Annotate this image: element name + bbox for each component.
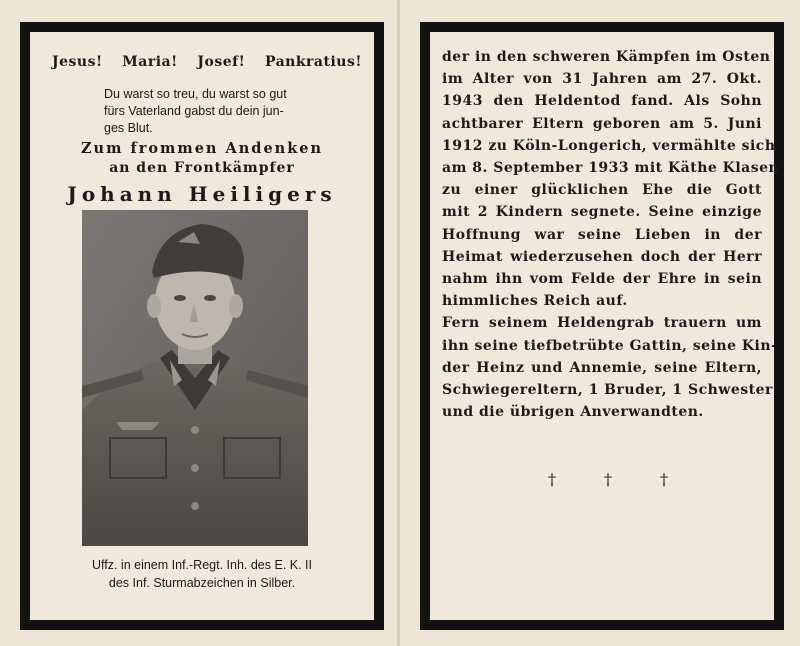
left-mourning-frame: [20, 22, 384, 630]
invocation-josef: Josef!: [197, 54, 246, 70]
obituary-text: [442, 46, 780, 423]
portrait-illustration: [82, 210, 308, 546]
obituary-line: der Heinz und Annemie, seine Eltern,: [442, 359, 762, 376]
obituary-line: achtbarer Eltern geboren am 5. Juni: [442, 115, 762, 132]
andenken-line1: Zum frommen Andenken: [80, 140, 324, 157]
obituary-line: Hoffnung war seine Lieben in der: [442, 226, 762, 243]
left-card: [0, 0, 398, 646]
obituary-line: Schwiegereltern, 1 Bruder, 1 Schwester: [442, 382, 773, 399]
obituary-line: Heimat wiederzusehen doch der Herr: [442, 248, 762, 265]
invocation-maria: Maria!: [122, 54, 178, 70]
verse-line: fürs Vaterland gabst du dein jun-: [104, 104, 284, 118]
obituary-line: und die übrigen Anverwandten.: [442, 404, 704, 421]
verse-line: ges Blut.: [104, 121, 153, 135]
cross-icon: †: [548, 470, 556, 489]
obituary-line: am 8. September 1933 mit Käthe Klasen: [442, 160, 780, 177]
memorial-verse: [104, 86, 374, 137]
obituary-line: im Alter von 31 Jahren am 27. Okt.: [442, 71, 762, 88]
verse-line: Du warst so treu, du warst so gut: [104, 87, 287, 101]
obituary-line: zu einer glücklichen Ehe die Gott: [442, 182, 762, 199]
crosses: [548, 470, 668, 489]
obituary-line: der in den schweren Kämpfen im Osten: [442, 49, 771, 65]
rank-caption: [30, 556, 374, 592]
invocation: [52, 54, 362, 70]
andenken-line2: an den Frontkämpfer: [109, 160, 295, 176]
caption-line: des Inf. Sturmabzeichen in Silber.: [108, 576, 296, 590]
soldier-portrait: [82, 210, 308, 546]
cross-icon: †: [604, 470, 612, 489]
right-mourning-frame: [420, 22, 784, 630]
obituary-line: himmliches Reich auf.: [442, 293, 628, 310]
cross-icon: †: [660, 470, 668, 489]
obituary-line: 1912 zu Köln-Longerich, vermählte sich: [442, 137, 776, 154]
obituary-line: ihn seine tiefbetrübte Gattin, seine Kin-: [442, 337, 778, 354]
obituary-line: 1943 den Heldentod fand. Als Sohn: [442, 93, 762, 110]
right-card: [400, 0, 800, 646]
deceased-name: Johann Heiligers: [67, 182, 337, 206]
invocation-jesus: Jesus!: [52, 54, 103, 70]
obituary-line: nahm ihn vom Felde der Ehre in sein: [442, 271, 762, 288]
caption-line: Uffz. in einem Inf.-Regt. Inh. des E. K. II: [91, 558, 312, 572]
obituary-line: mit 2 Kindern segnete. Seine einzige: [442, 204, 762, 221]
obituary-line: Fern seinem Heldengrab trauern um: [442, 315, 762, 332]
invocation-pankratius: Pankratius!: [264, 54, 362, 70]
